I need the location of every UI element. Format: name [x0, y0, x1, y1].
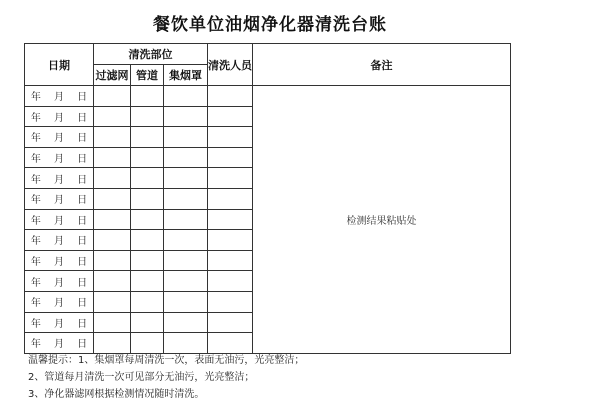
- header-date: 日期: [25, 44, 94, 86]
- header-hood: 集烟罩: [164, 65, 208, 86]
- cleaner-cell[interactable]: [208, 209, 253, 230]
- duct-cell[interactable]: [131, 106, 164, 127]
- cleaner-cell[interactable]: [208, 333, 253, 354]
- cleaner-cell[interactable]: [208, 168, 253, 189]
- header-duct: 管道: [131, 65, 164, 86]
- hood-cell[interactable]: [164, 147, 208, 168]
- filter-cell[interactable]: [94, 250, 131, 271]
- duct-cell[interactable]: [131, 291, 164, 312]
- filter-cell[interactable]: [94, 86, 131, 107]
- cleaner-cell[interactable]: [208, 188, 253, 209]
- filter-cell[interactable]: [94, 312, 131, 333]
- filter-cell[interactable]: [94, 209, 131, 230]
- filter-cell[interactable]: [94, 188, 131, 209]
- cleaner-cell[interactable]: [208, 106, 253, 127]
- cleaning-ledger-table: [24, 43, 511, 354]
- date-cell[interactable]: 年 月 日: [25, 291, 94, 312]
- cleaner-cell[interactable]: [208, 271, 253, 292]
- date-cell[interactable]: 年 月 日: [25, 86, 94, 107]
- filter-cell[interactable]: [94, 127, 131, 148]
- cleaner-cell[interactable]: [208, 291, 253, 312]
- cleaner-cell[interactable]: [208, 127, 253, 148]
- filter-cell[interactable]: [94, 271, 131, 292]
- notes: [28, 352, 304, 403]
- date-cell[interactable]: 年 月 日: [25, 312, 94, 333]
- duct-cell[interactable]: [131, 168, 164, 189]
- remark-cell[interactable]: 检测结果粘贴处: [253, 86, 511, 354]
- date-cell[interactable]: 年 月 日: [25, 106, 94, 127]
- duct-cell[interactable]: [131, 312, 164, 333]
- hood-cell[interactable]: [164, 209, 208, 230]
- header-cleaner: 清洗人员: [208, 44, 253, 86]
- date-cell[interactable]: 年 月 日: [25, 127, 94, 148]
- duct-cell[interactable]: [131, 250, 164, 271]
- header-filter: 过滤网: [94, 65, 131, 86]
- filter-cell[interactable]: [94, 106, 131, 127]
- note-3: 3、净化器滤网根据检测情况随时清洗。: [28, 389, 205, 400]
- cleaner-cell[interactable]: [208, 86, 253, 107]
- filter-cell[interactable]: [94, 291, 131, 312]
- filter-cell[interactable]: [94, 147, 131, 168]
- hood-cell[interactable]: [164, 168, 208, 189]
- date-cell[interactable]: 年 月 日: [25, 209, 94, 230]
- date-cell[interactable]: 年 月 日: [25, 333, 94, 354]
- cleaner-cell[interactable]: [208, 312, 253, 333]
- duct-cell[interactable]: [131, 271, 164, 292]
- date-cell[interactable]: 年 月 日: [25, 147, 94, 168]
- hood-cell[interactable]: [164, 106, 208, 127]
- note-2: 2、管道每月清洗一次可见部分无油污，光亮整洁；: [28, 372, 255, 383]
- duct-cell[interactable]: [131, 147, 164, 168]
- filter-cell[interactable]: [94, 230, 131, 251]
- hood-cell[interactable]: [164, 291, 208, 312]
- hood-cell[interactable]: [164, 271, 208, 292]
- hood-cell[interactable]: [164, 127, 208, 148]
- duct-cell[interactable]: [131, 230, 164, 251]
- date-cell[interactable]: 年 月 日: [25, 230, 94, 251]
- cleaner-cell[interactable]: [208, 147, 253, 168]
- hood-cell[interactable]: [164, 333, 208, 354]
- filter-cell[interactable]: [94, 333, 131, 354]
- date-cell[interactable]: 年 月 日: [25, 271, 94, 292]
- hood-cell[interactable]: [164, 86, 208, 107]
- header-remark: 备注: [253, 44, 511, 86]
- date-cell[interactable]: 年 月 日: [25, 168, 94, 189]
- table-row: [25, 86, 511, 107]
- header-parts: 清洗部位: [94, 44, 208, 65]
- hood-cell[interactable]: [164, 230, 208, 251]
- filter-cell[interactable]: [94, 168, 131, 189]
- duct-cell[interactable]: [131, 188, 164, 209]
- note-1: 温馨提示：1、集烟罩每周清洗一次，表面无油污，光亮整洁；: [28, 355, 305, 366]
- hood-cell[interactable]: [164, 188, 208, 209]
- duct-cell[interactable]: [131, 333, 164, 354]
- date-cell[interactable]: 年 月 日: [25, 188, 94, 209]
- hood-cell[interactable]: [164, 312, 208, 333]
- page-title: 餐饮单位油烟净化器清洗台账: [153, 15, 387, 35]
- cleaner-cell[interactable]: [208, 250, 253, 271]
- duct-cell[interactable]: [131, 209, 164, 230]
- cleaner-cell[interactable]: [208, 230, 253, 251]
- duct-cell[interactable]: [131, 86, 164, 107]
- date-cell[interactable]: 年 月 日: [25, 250, 94, 271]
- duct-cell[interactable]: [131, 127, 164, 148]
- hood-cell[interactable]: [164, 250, 208, 271]
